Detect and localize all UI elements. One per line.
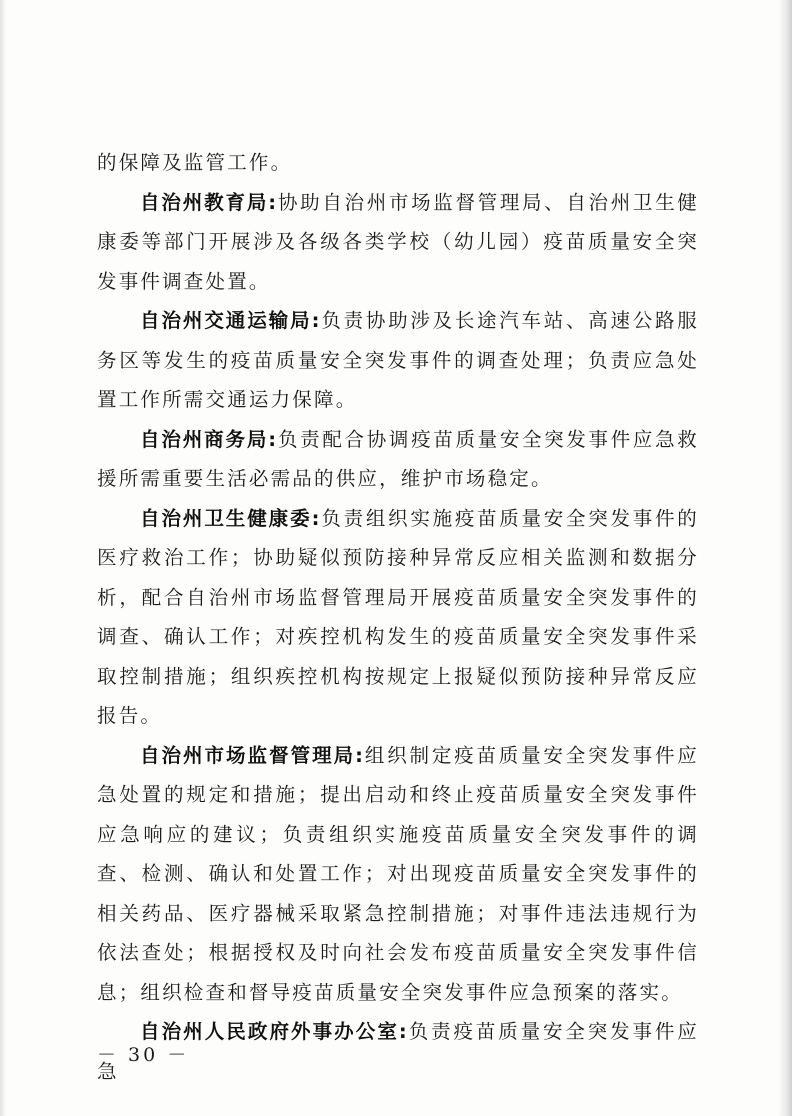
paragraph-text: 负责组织实施疫苗质量安全突发事件的医疗救治工作；协助疑似预防接种异常反应相关监测和数据分析，配合自治州市场监督管理局开展疫苗质量安全突发事件的调查、确认工作；对疾控机构发生的疫苗质量安全突发事件采取控制措施；组织疾控机构按规定上报疑似预防接种异常反应报告。 (97, 506, 699, 727)
paragraph-heading: 自治州交通运输局: (140, 309, 321, 332)
paragraph-transport-bureau (97, 301, 699, 420)
page-number: － 30 － (97, 1044, 190, 1066)
document-body (97, 143, 699, 1091)
scan-edge-right (778, 0, 792, 1116)
paragraph-text: 负责疫苗质量安全突发事件应急 (97, 1020, 699, 1083)
scan-edge-left (0, 0, 6, 1116)
paragraph-health-commission (97, 499, 699, 736)
paragraph-heading: 自治州人民政府外事办公室: (140, 1020, 409, 1043)
paragraph-text: 协助自治州市场监督管理局、自治州卫生健康委等部门开展涉及各级各类学校（幼儿园）疫苗质量安全突发事件调查处置。 (97, 190, 699, 293)
paragraph-heading: 自治州商务局: (140, 427, 278, 451)
paragraph-text: 的保障及监管工作。 (97, 151, 293, 174)
paragraph-market-regulation (97, 736, 699, 1013)
paragraph-education-bureau (97, 183, 699, 302)
paragraph-heading: 自治州卫生健康委: (140, 506, 321, 530)
paragraph-text: 负责配合协调疫苗质量安全突发事件应急救援所需重要生活必需品的供应，维护市场稳定。 (97, 427, 699, 490)
paragraph-commerce-bureau (97, 420, 699, 499)
paragraph-continuation (97, 143, 699, 183)
paragraph-heading: 自治州市场监督管理局: (140, 743, 365, 767)
paragraph-text: 组织制定疫苗质量安全突发事件应急处置的规定和措施；提出启动和终止疫苗质量安全突发事件应急响应的建议；负责组织实施疫苗质量安全突发事件的调查、检测、确认和处置工作；对出现疫苗质量安全突发事件的相关药品、医疗器械采取紧急控制措施；对事件违法违规行为依法查处；根据授权及时向社会发布疫苗质量安全突发事件信息；组织检查和督导疫苗质量安全突发事件应急预案的落实。 (97, 743, 699, 1004)
paragraph-heading: 自治州教育局: (140, 190, 278, 214)
paragraph-text: 负责协助涉及长途汽车站、高速公路服务区等发生的疫苗质量安全突发事件的调查处理；负责应急处置工作所需交通运力保障。 (97, 309, 699, 411)
